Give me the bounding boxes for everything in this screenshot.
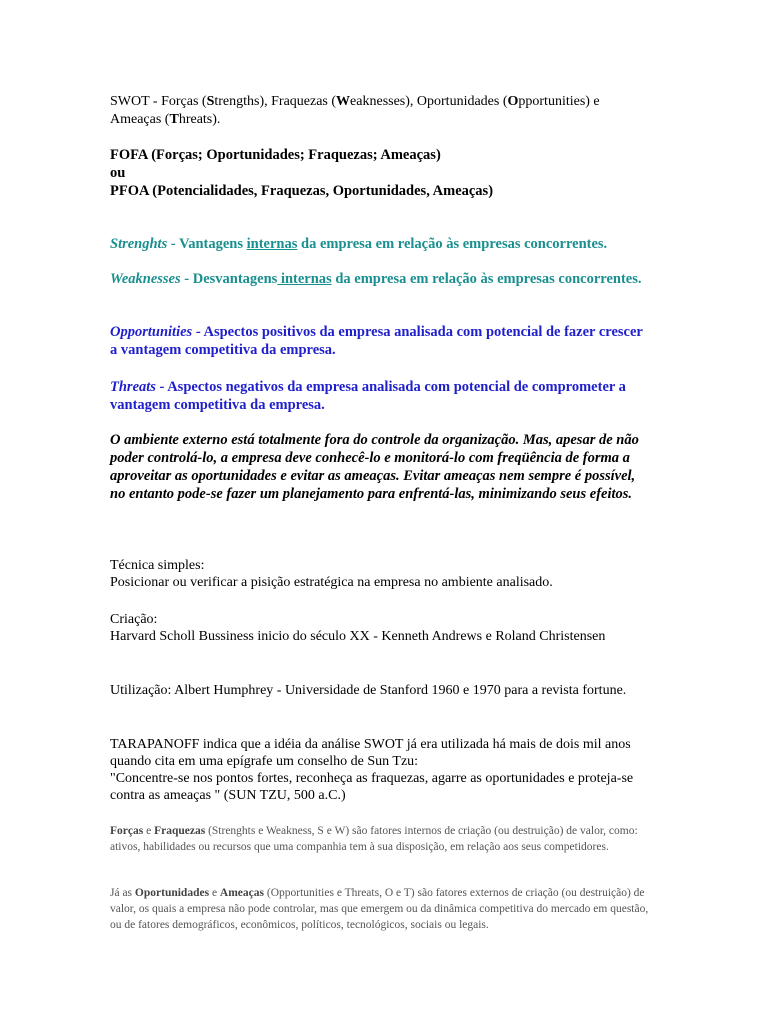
strengths-text: da empresa em relação às empresas concorrentes. <box>297 236 608 252</box>
ambiente-paragraph: O ambiente externo está totalmente fora do controle da organização. Mas, apesar de não poder controlá-lo, a empresa deve conhecê-lo e monitorá-lo com freqüência de forma a aproveitar as oportunidades e evitar as ameaças. Evitar ameaças nem sempre é possível, no entanto pode-se fazer um planejamento para enfrentá-las, minimizando seus efeitos. <box>110 432 639 502</box>
fofa-block <box>110 146 650 200</box>
swot-text: Ameaças ( <box>110 112 170 127</box>
opportunities-text: Aspectos positivos da empresa analisada com potencial de fazer crescer a vantagem competitiva da empresa. <box>110 324 643 358</box>
weaknesses-text: da empresa em relação às empresas concorrentes. <box>331 271 642 287</box>
criacao-section <box>110 611 650 645</box>
fraquezas-bold: Fraquezas <box>154 825 206 837</box>
separator: - <box>155 379 168 395</box>
note-text: e <box>209 887 220 899</box>
swot-text: eaknesses), Oportunidades ( <box>350 94 508 109</box>
utilizacao-paragraph: Utilização: Albert Humphrey - Universidade de Stanford 1960 e 1970 para a revista fortune. <box>110 683 627 698</box>
strengths-underlined: internas <box>246 236 298 252</box>
sun-tzu-quote: "Concentre-se nos pontos fortes, reconheça as fraquezas, agarre as oportunidades e proteja-se contra as ameaças " (SUN TZU, 500 a.C.) <box>110 771 634 803</box>
strengths-text: Vantagens <box>179 236 247 252</box>
threats-text: Aspectos negativos da empresa analisada com potencial de comprometer a vantagem competitiva da empresa. <box>110 379 626 413</box>
w-letter: W <box>336 94 351 109</box>
ameacas-bold: Ameaças <box>219 887 264 899</box>
note-text: (Opportunities e Threats, O e T) são fatores externos de criação (ou destruição) de valor, os quais a empresa não pode controlar, mas que emergem ou da dinâmica competitiva do mercado em questão, ou de fatores demográficos, econômicos, políticos, tecnológicos, sociais ou legais. <box>110 887 649 931</box>
swot-text: hreats). <box>178 112 221 127</box>
swot-text: pportunities) e <box>518 94 600 109</box>
opportunities-paragraph <box>110 323 650 359</box>
tarapanoff-text: TARAPANOFF indica que a idéia da análise SWOT já era utilizada há mais de dois mil anos quando cita em uma epígrafe um conselho de Sun Tzu: <box>110 737 631 769</box>
o-letter: O <box>507 94 519 109</box>
weaknesses-paragraph <box>110 270 650 288</box>
strengths-paragraph <box>110 235 650 253</box>
weaknesses-term: Weaknesses <box>110 271 181 287</box>
swot-definition <box>110 93 650 129</box>
forcas-note <box>110 823 650 855</box>
tecnica-title: Técnica simples: <box>110 558 205 573</box>
weaknesses-underlined: internas <box>277 271 332 287</box>
separator: - <box>180 271 193 287</box>
separator: - <box>192 324 204 340</box>
threats-paragraph <box>110 378 650 414</box>
forcas-bold: Forças <box>110 825 144 837</box>
tecnica-section <box>110 557 650 591</box>
oportunidades-bold: Oportunidades <box>134 887 210 899</box>
s-letter: S <box>206 94 215 109</box>
weaknesses-text: Desvantagens <box>192 271 278 287</box>
fofa-line: FOFA (Forças; Oportunidades; Fraquezas; Ameaças) <box>110 147 441 163</box>
separator: - <box>167 236 180 252</box>
note-text: (Strenghts e Weakness, S e W) são fatores internos de criação (ou destruição) de valor, como: ativos, habilidades ou recursos que uma companhia tem à sua disposição, em relação aos seus competidores. <box>110 825 638 853</box>
tarapanoff-section <box>110 736 650 804</box>
t-letter: T <box>169 112 179 127</box>
tecnica-text: Posicionar ou verificar a pisição estratégica na empresa no ambiente analisado. <box>110 575 553 590</box>
strengths-term: Strenghts <box>110 236 168 252</box>
note-text: Já as <box>110 887 135 899</box>
swot-text: trengths), Fraquezas ( <box>214 94 337 109</box>
note-text: e <box>143 825 155 837</box>
criacao-text: Harvard Scholl Bussiness inicio do século XX - Kenneth Andrews e Roland Christensen <box>110 629 606 644</box>
fofa-ou: ou <box>110 165 126 181</box>
criacao-title: Criação: <box>110 612 158 627</box>
oportunidades-note <box>110 885 650 933</box>
pfoa-line: PFOA (Potencialidades, Fraquezas, Oportunidades, Ameaças) <box>110 183 494 199</box>
opportunities-term: Opportunities <box>110 324 193 340</box>
swot-text: SWOT - Forças ( <box>110 94 207 109</box>
threats-term: Threats <box>110 379 156 395</box>
